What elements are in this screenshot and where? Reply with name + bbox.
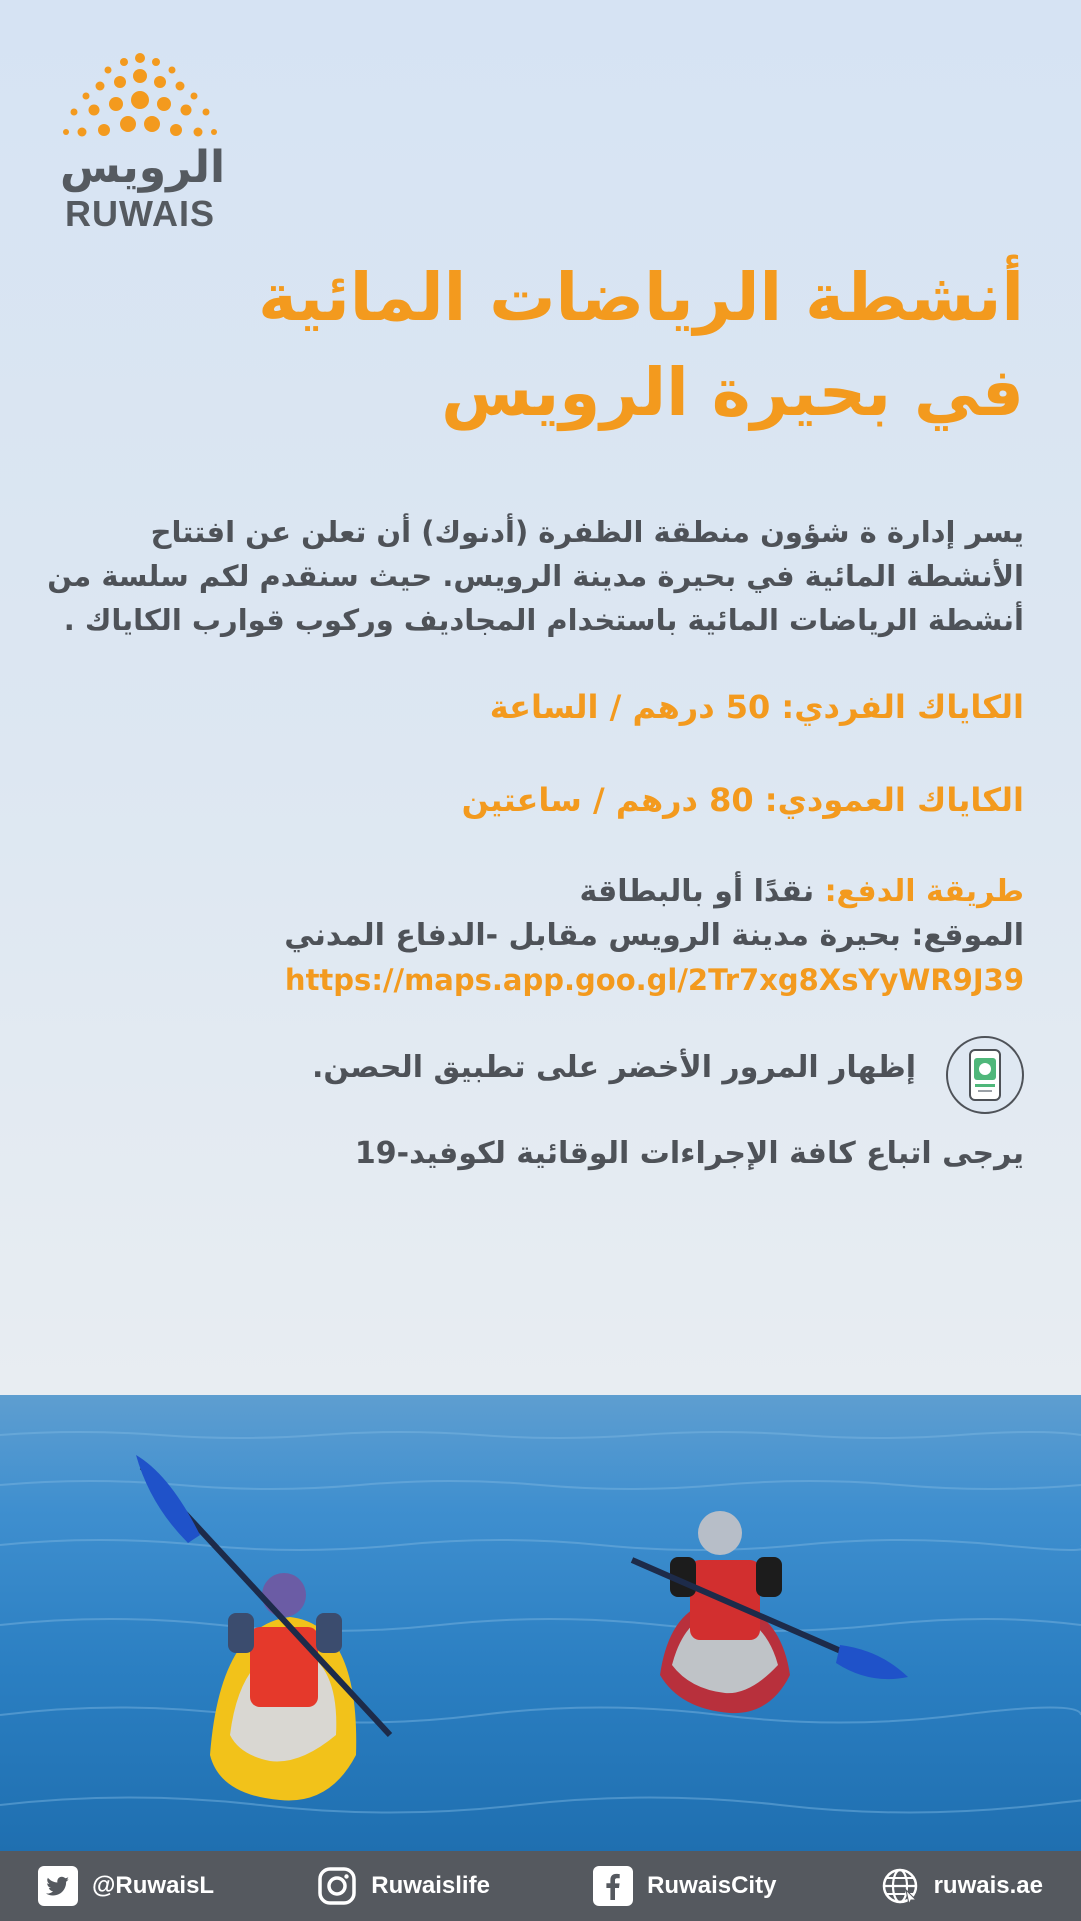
footer-bar	[0, 1851, 1081, 1921]
covid-note: يرجى اتباع كافة الإجراءات الوقائية لكوفيد-19	[354, 1136, 1024, 1171]
phone-app-icon	[946, 1036, 1024, 1114]
title-line-1: أنشطة الرياضات المائية	[258, 259, 1024, 336]
twitter-link[interactable]	[38, 1866, 214, 1906]
facebook-handle: RuwaisCity	[647, 1872, 777, 1899]
logo-english-text: RUWAIS	[65, 193, 215, 234]
payment-label: طريقة الدفع:	[824, 874, 1024, 909]
kayakers-illustration	[0, 1395, 1081, 1851]
location-line: الموقع: بحيرة مدينة الرويس مقابل -الدفاع المدني	[284, 918, 1024, 953]
instagram-icon	[317, 1866, 357, 1906]
facebook-icon	[593, 1866, 633, 1906]
info-block	[124, 870, 1024, 1003]
stand-up-kayak-price: الكاياك العمودي: 80 درهم / ساعتين	[461, 781, 1024, 819]
lake-photo	[0, 1395, 1081, 1851]
website-url: ruwais.ae	[933, 1872, 1043, 1899]
intro-paragraph: يسر إدارة ة شؤون منطقة الظفرة (أدنوك) أن تعلن عن افتتاح الأنشطة المائية في بحيرة مدينة الرويس. حيث سنقدم لكم سلسة من أنشطة الرياضات المائية باستخدام المجاديف وركوب قوارب الكاياك .	[47, 515, 1024, 637]
title-line-2: في بحيرة الرويس	[441, 354, 1024, 431]
twitter-icon	[38, 1866, 78, 1906]
page-title	[144, 250, 1024, 440]
map-link[interactable]: https://maps.app.goo.gl/2Tr7xg8XsYyWR9J39	[284, 963, 1024, 997]
ruwais-logo	[60, 50, 230, 235]
logo-sunburst-icon	[60, 50, 220, 140]
payment-line	[124, 870, 1024, 914]
logo-arabic-text: الرويس	[60, 142, 226, 193]
facebook-link[interactable]	[593, 1866, 776, 1906]
green-pass-row	[124, 1036, 1024, 1112]
green-pass-text: إظهار المرور الأخضر على تطبيق الحصن.	[311, 1050, 916, 1085]
globe-icon	[880, 1866, 920, 1906]
twitter-handle: @RuwaisL	[92, 1872, 215, 1899]
yellow-kayak	[136, 1455, 390, 1800]
instagram-handle: Ruwaislife	[371, 1872, 490, 1899]
single-kayak-price: الكاياك الفردي: 50 درهم / الساعة	[489, 688, 1024, 726]
instagram-link[interactable]	[317, 1866, 490, 1906]
website-link[interactable]	[880, 1866, 1043, 1906]
payment-value: نقدًا أو بالبطاقة	[579, 874, 825, 909]
